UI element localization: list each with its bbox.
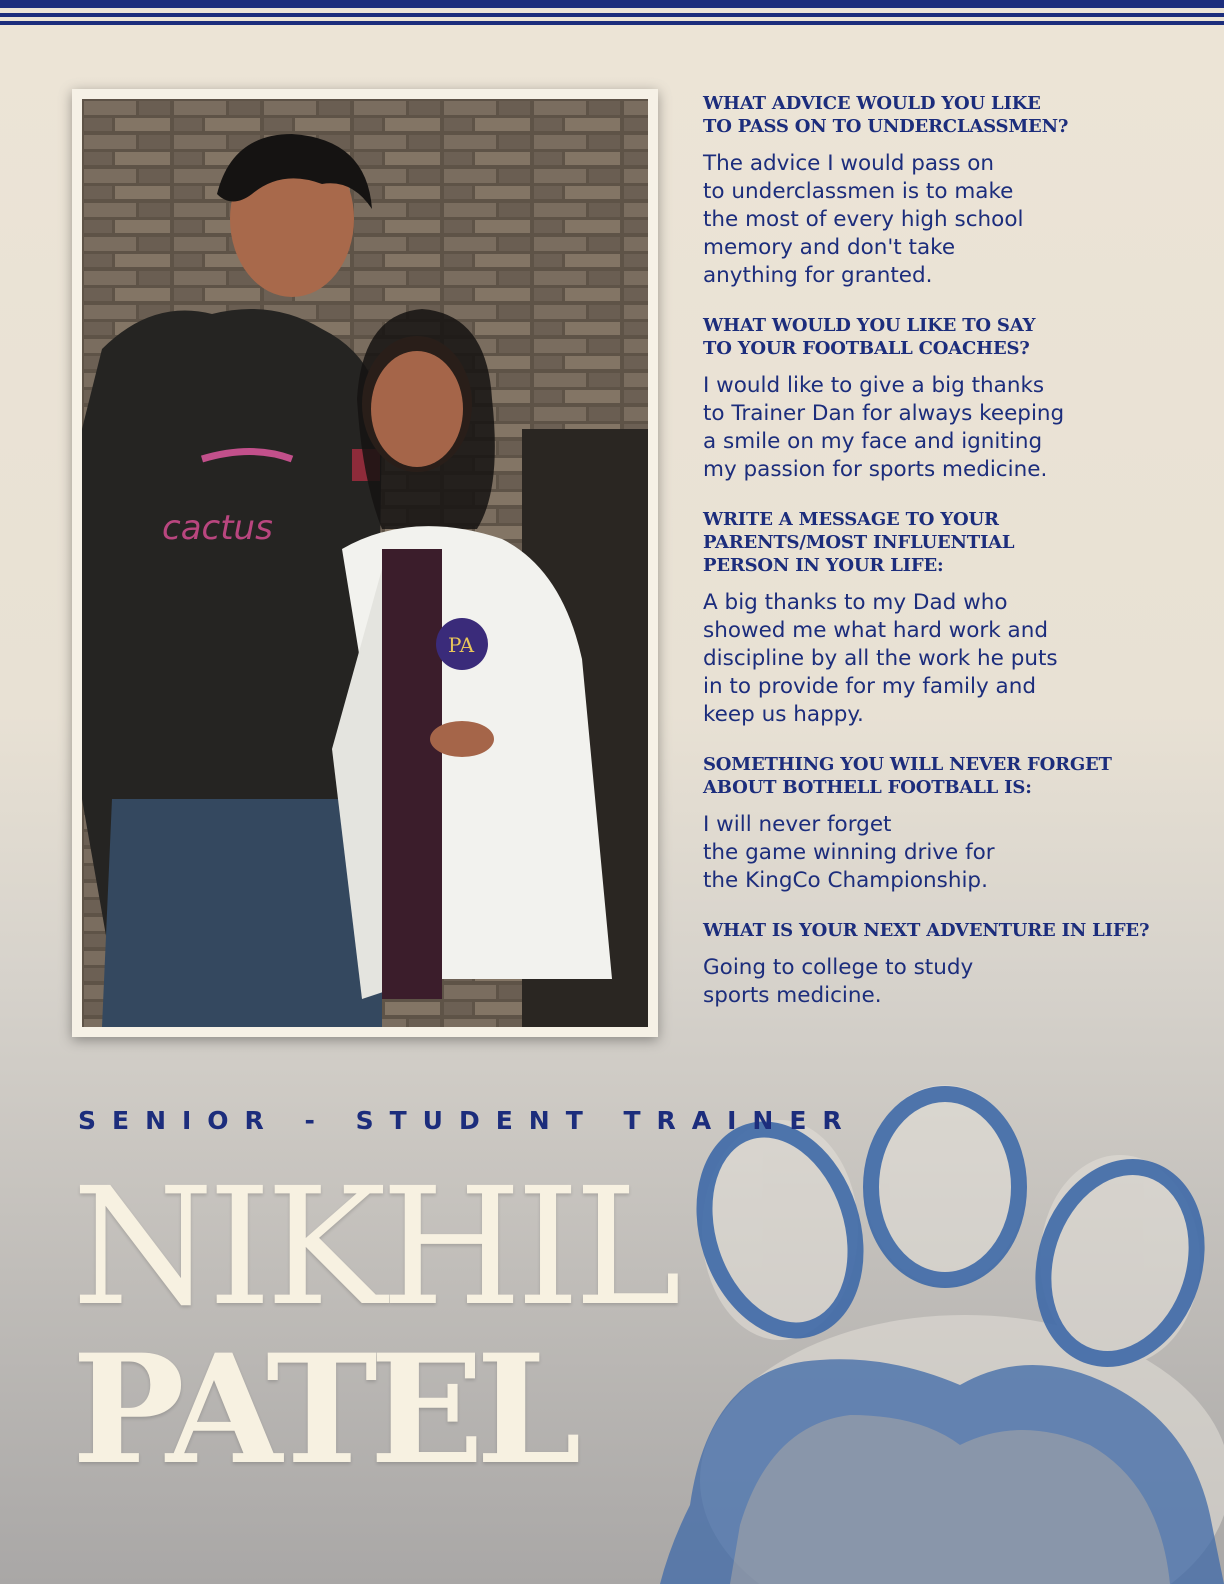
- photo-frame: [72, 89, 658, 1037]
- question-never-forget: SOMETHING YOU WILL NEVER FORGET ABOUT BOTHELL FOOTBALL IS:: [703, 754, 1112, 798]
- svg-text:PA: PA: [448, 633, 475, 657]
- portrait-photo: [82, 99, 648, 1027]
- paw-print-icon: [630, 1085, 1224, 1584]
- question-advice: WHAT ADVICE WOULD YOU LIKE TO PASS ON TO UNDERCLASSMEN?: [703, 93, 1069, 137]
- last-name: PATEL: [72, 1322, 574, 1498]
- question-coaches: WHAT WOULD YOU LIKE TO SAY TO YOUR FOOTBALL COACHES?: [703, 315, 1036, 359]
- question-next-adventure: WHAT IS YOUR NEXT ADVENTURE IN LIFE?: [703, 920, 1150, 941]
- photo-illustration: [82, 99, 648, 1027]
- stripe: [0, 13, 1224, 17]
- svg-text:cactus: cactus: [162, 508, 273, 548]
- stripe: [0, 0, 1224, 8]
- answer-parents: A big thanks to my Dad who showed me what hard work and discipline by all the work he puts in to provide for my family and keep us happy.: [703, 590, 1058, 727]
- answer-never-forget: I will never forget the game winning drive for the KingCo Championship.: [703, 812, 995, 893]
- answer-next-adventure: Going to college to study sports medicine.: [703, 955, 974, 1008]
- role-title: SENIOR - STUDENT TRAINER: [78, 1106, 858, 1135]
- question-parents: WRITE A MESSAGE TO YOUR PARENTS/MOST INFLUENTIAL PERSON IN YOUR LIFE:: [703, 509, 1015, 576]
- top-stripes: [0, 0, 1224, 32]
- qa-section: [703, 92, 1203, 1034]
- answer-coaches: I would like to give a big thanks to Trainer Dan for always keeping a smile on my face and igniting my passion for sports medicine.: [703, 373, 1065, 482]
- answer-advice: The advice I would pass on to underclassmen is to make the most of every high school memory and don't take anything for granted.: [703, 151, 1024, 288]
- stripe: [0, 21, 1224, 25]
- first-name: NIKHIL: [72, 1154, 676, 1342]
